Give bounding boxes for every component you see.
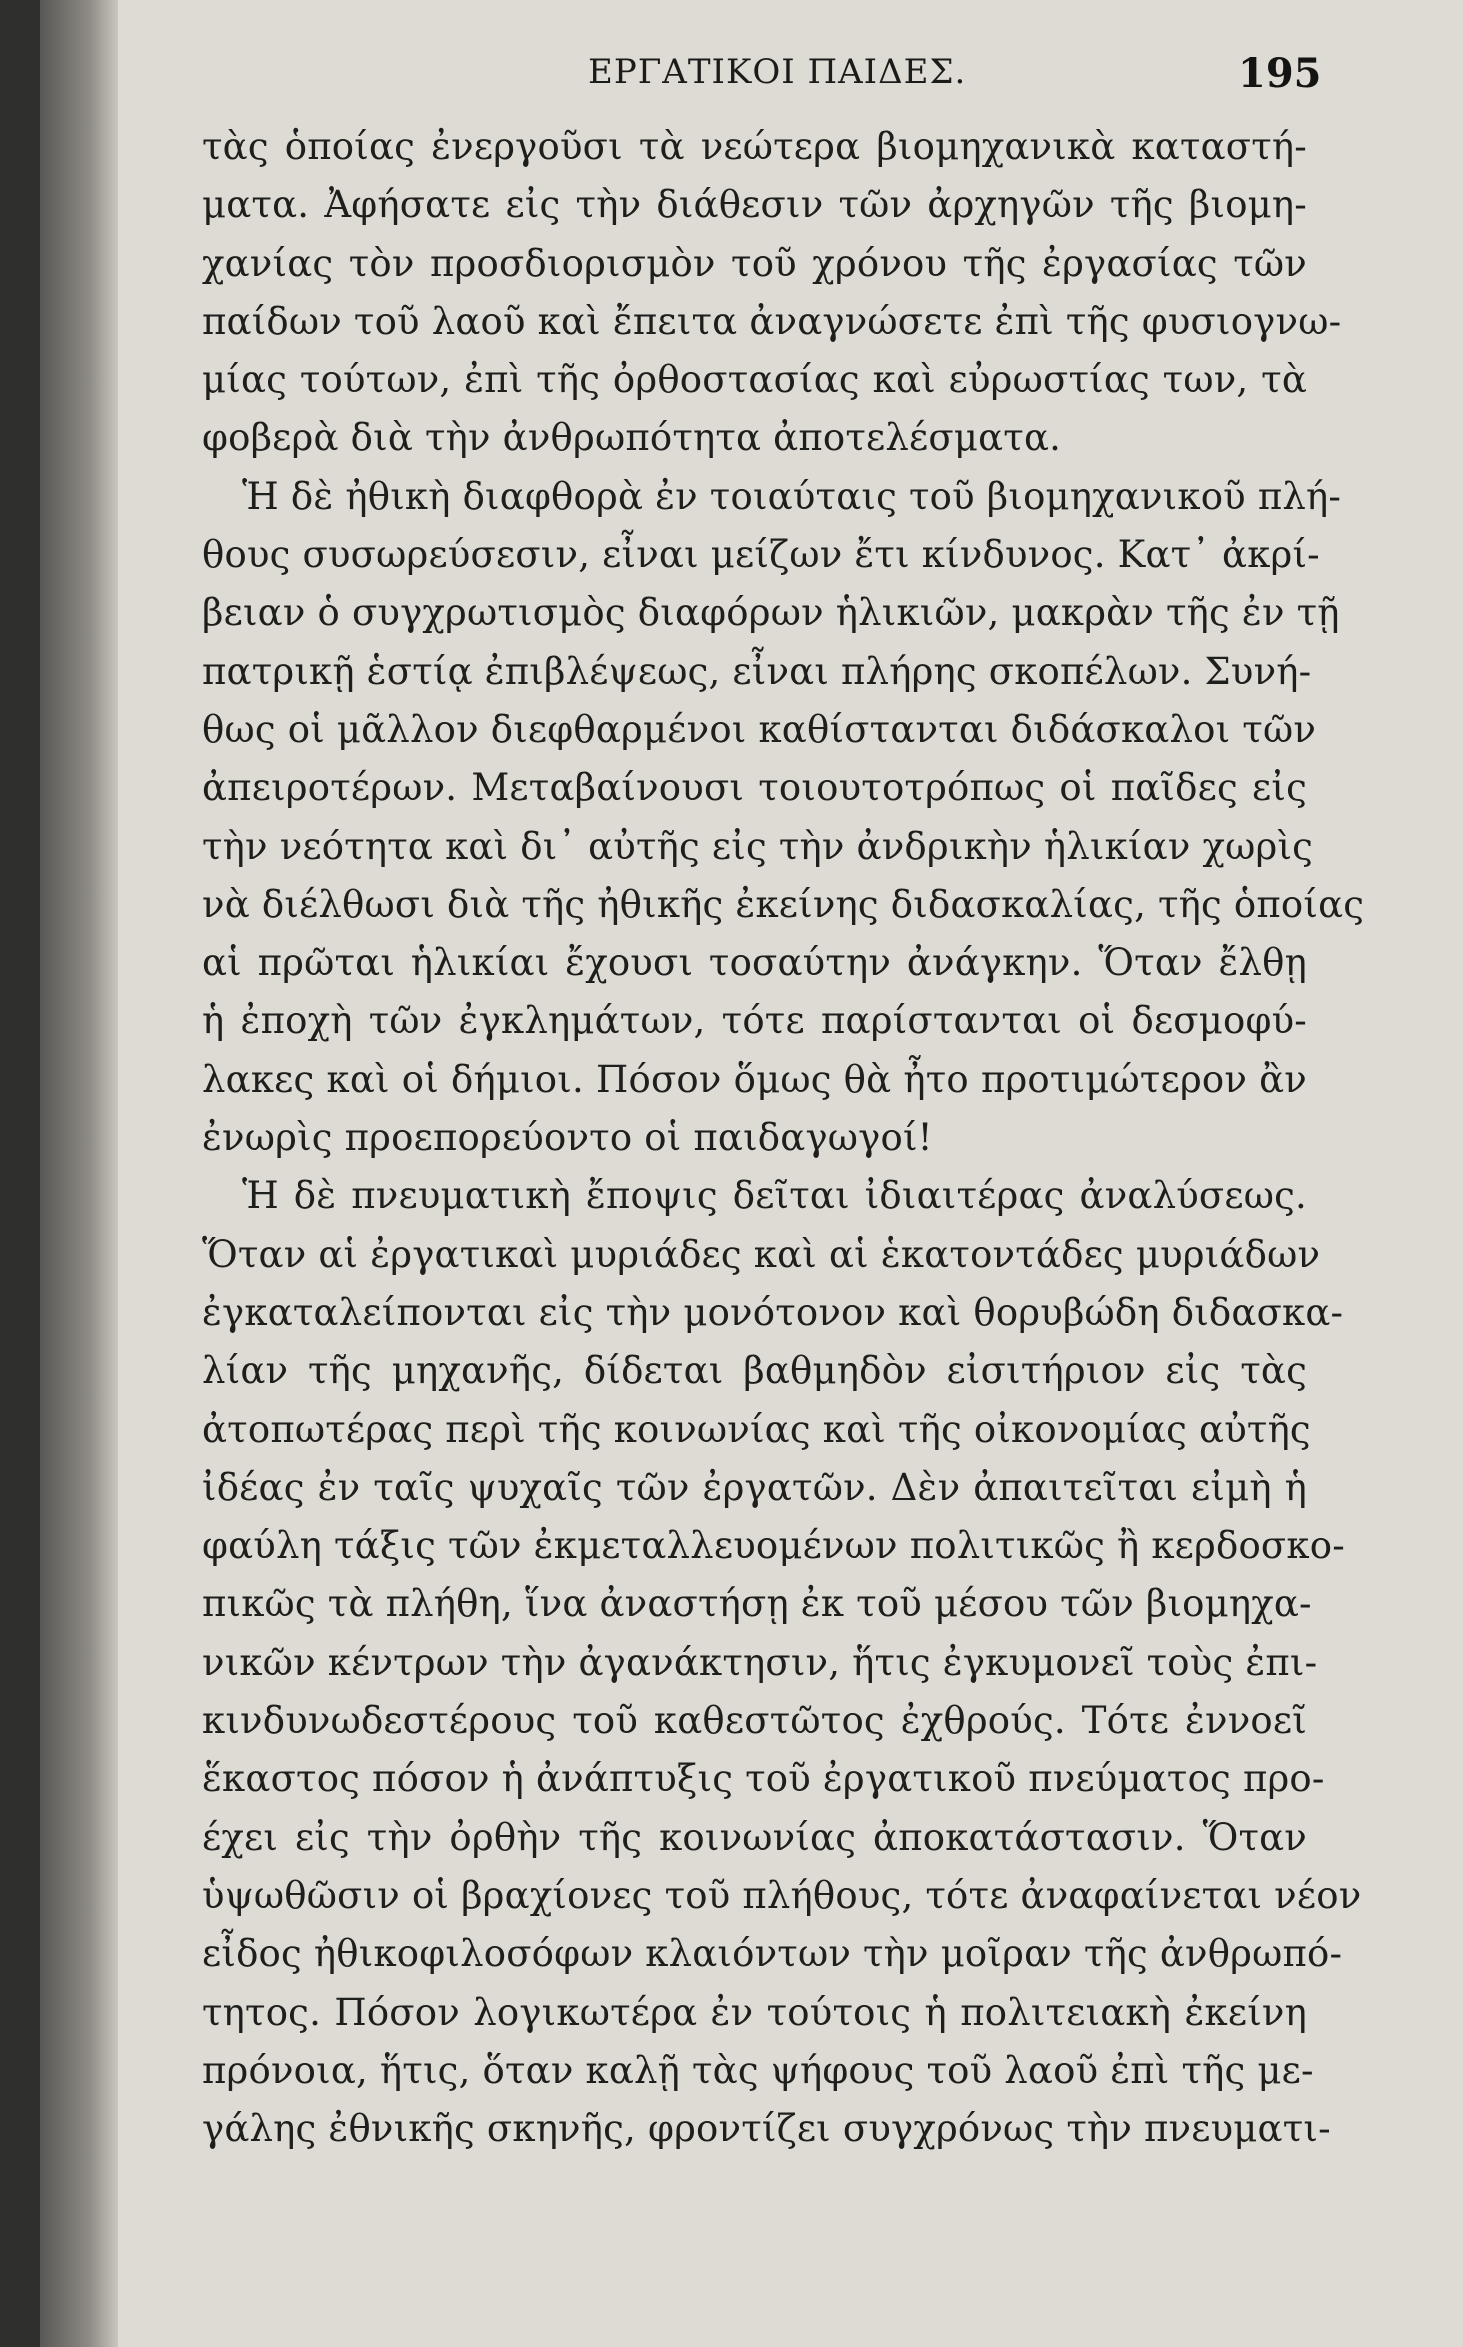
text-line: ἀπειροτέρων. Μεταβαίνουσι τοιουτοτρόπως οἱ παῖδες εἰς — [202, 766, 1307, 810]
text-line: ἕκαστος πόσον ἡ ἀνάπτυξις τοῦ ἐργατικοῦ πνεύματος προ- — [202, 1757, 1325, 1801]
text-line: θως οἱ μᾶλλον διεφθαρμένοι καθίστανται διδάσκαλοι τῶν — [202, 707, 1317, 751]
text-line: ματα. Ἀφήσατε εἰς τὴν διάθεσιν τῶν ἀρχηγῶν τῆς βιομη- — [202, 183, 1307, 227]
text-line: νικῶν κέντρων τὴν ἀγανάκτησιν, ἥτις ἐγκυμονεῖ τοὺς ἐπι- — [202, 1640, 1318, 1684]
text-line: χανίας τὸν προσδιορισμὸν τοῦ χρόνου τῆς ἐργασίας τῶν — [202, 241, 1307, 285]
text-line: νὰ διέλθωσι διὰ τῆς ἠθικῆς ἐκείνης διδασκαλίας, τῆς ὁποίας — [202, 882, 1365, 926]
body-text — [202, 118, 1365, 2158]
text-line: αἱ πρῶται ἡλικίαι ἔχουσι τοσαύτην ἀνάγκην. Ὅταν ἔλθῃ — [202, 941, 1307, 985]
text-line: ἡ ἐποχὴ τῶν ἐγκλημάτων, τότε παρίστανται οἱ δεσμοφύ- — [202, 999, 1307, 1043]
text-line: μίας τούτων, ἐπὶ τῆς ὀρθοστασίας καὶ εὐρωστίας των, τὰ — [202, 358, 1307, 402]
text-line: λακες καὶ οἱ δήμιοι. Πόσον ὅμως θὰ ἦτο προτιμώτερον ἂν — [202, 1057, 1307, 1101]
text-line: τὰς ὁποίας ἐνεργοῦσι τὰ νεώτερα βιομηχανικὰ καταστή- — [202, 125, 1307, 168]
text-line: παίδων τοῦ λαοῦ καὶ ἔπειτα ἀναγνώσετε ἐπὶ τῆς φυσιογνω- — [202, 299, 1342, 343]
text-line: πατρικῇ ἑστίᾳ ἐπιβλέψεως, εἶναι πλήρης σκοπέλων. Συνή- — [202, 649, 1312, 693]
text-line: έχει εἰς τὴν ὀρθὴν τῆς κοινωνίας ἀποκατάστασιν. Ὅταν — [202, 1815, 1307, 1859]
text-line: ἐνωρὶς προεπορεύοντο οἱ παιδαγωγοί! — [202, 1116, 933, 1160]
text-line: πικῶς τὰ πλήθη, ἵνα ἀναστήσῃ ἐκ τοῦ μέσου τῶν βιομηχα- — [202, 1582, 1312, 1626]
text-line: κινδυνωδεστέρους τοῦ καθεστῶτος ἐχθρούς. Τότε ἐννοεῖ — [202, 1699, 1307, 1743]
text-line: λίαν τῆς μηχανῆς, δίδεται βαθμηδὸν εἰσιτήριον εἰς τὰς — [202, 1349, 1307, 1393]
text-line: Ἡ δὲ πνευματικὴ ἔποψις δεῖται ἰδιαιτέρας ἀναλύσεως. — [242, 1174, 1307, 1218]
text-line: πρόνοια, ἥτις, ὅταν καλῇ τὰς ψήφους τοῦ λαοῦ ἐπὶ τῆς με- — [202, 2048, 1314, 2092]
text-line: εἶδος ἠθικοφιλοσόφων κλαιόντων τὴν μοῖραν τῆς ἀνθρωπό- — [202, 1932, 1343, 1976]
text-line: Ἡ δὲ ἠθικὴ διαφθορὰ ἐν τοιαύταις τοῦ βιομηχανικοῦ πλή- — [242, 474, 1342, 518]
text-line: ἐγκαταλείπονται εἰς τὴν μονότονον καὶ θορυβώδη διδασκα- — [202, 1290, 1344, 1334]
text-line: ἰδέας ἐν ταῖς ψυχαῖς τῶν ἐργατῶν. Δὲν ἀπαιτεῖται εἰμὴ ἡ — [202, 1465, 1307, 1509]
text-line: τὴν νεότητα καὶ δι᾽ αὐτῆς εἰς τὴν ἀνδρικὴν ἡλικίαν χωρὶς — [202, 824, 1314, 868]
text-line: ὑψωθῶσιν οἱ βραχίονες τοῦ πλήθους, τότε ἀναφαίνεται νέον — [202, 1873, 1362, 1917]
text-line: βειαν ὁ συγχρωτισμὸς διαφόρων ἡλικιῶν, μακρὰν τῆς ἐν τῇ — [202, 591, 1340, 635]
book-page — [118, 0, 1463, 2347]
text-line: ἀτοπωτέρας περὶ τῆς κοινωνίας καὶ τῆς οἰκονομίας αὐτῆς — [202, 1407, 1311, 1451]
book-gutter — [0, 0, 40, 2347]
page-number: 195 — [1238, 50, 1322, 97]
running-title: ΕΡΓΑΤΙΚΟΙ ΠΑΙΔΕΣ. — [588, 52, 967, 92]
text-line: γάλης ἐθνικῆς σκηνῆς, φροντίζει συγχρόνως τὴν πνευματι- — [202, 2107, 1331, 2151]
text-line: Ὅταν αἱ ἐργατικαὶ μυριάδες καὶ αἱ ἑκατοντάδες μυριάδων — [202, 1232, 1321, 1276]
text-line: φαύλη τάξις τῶν ἐκμεταλλευομένων πολιτικῶς ἢ κερδοσκο- — [202, 1524, 1345, 1568]
text-line: τητος. Πόσον λογικωτέρα ἐν τούτοις ἡ πολιτειακὴ ἐκείνη — [202, 1990, 1307, 2034]
page-header — [118, 52, 1463, 112]
text-line: θους συσωρεύσεσιν, εἶναι μείζων ἔτι κίνδυνος. Κατ᾽ ἀκρί- — [202, 533, 1320, 577]
text-line: φοβερὰ διὰ τὴν ἀνθρωπότητα ἀποτελέσματα. — [202, 416, 1062, 460]
